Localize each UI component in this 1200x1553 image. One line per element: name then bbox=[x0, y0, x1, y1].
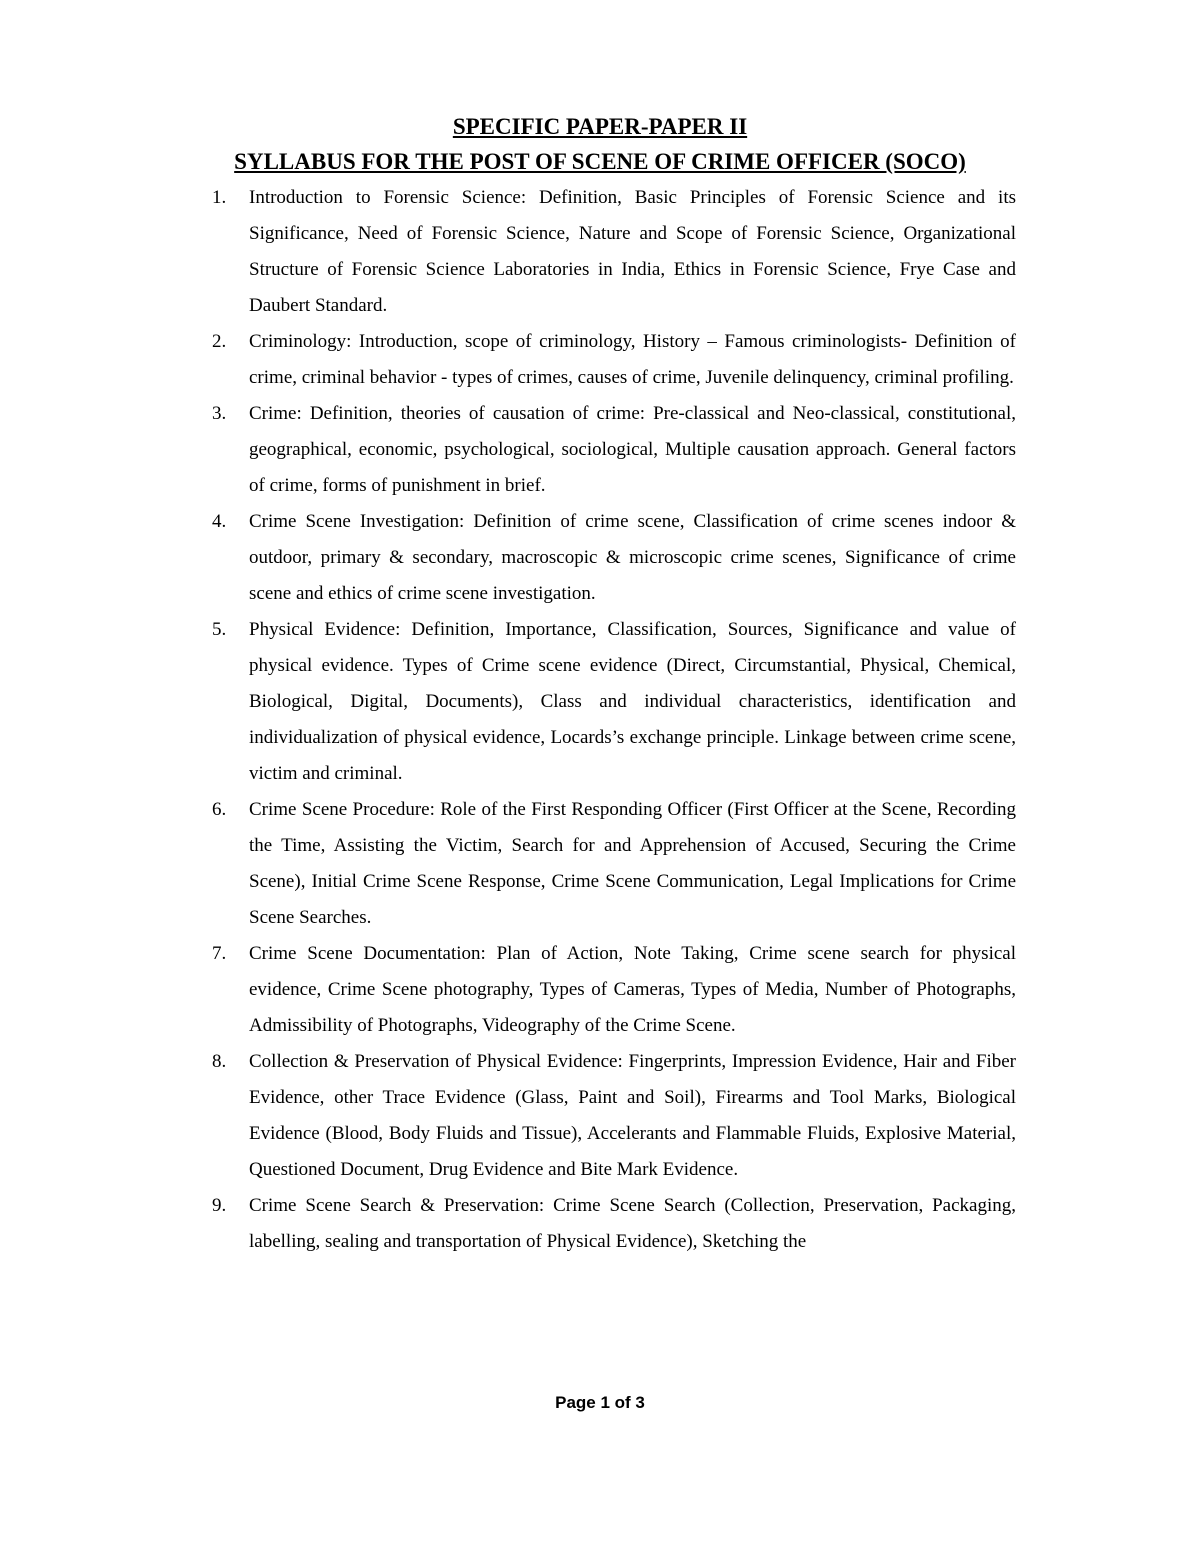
item-number: 4. bbox=[212, 511, 227, 532]
item-number: 9. bbox=[212, 1195, 227, 1216]
item-text: Crime Scene Procedure: Role of the First Responding Officer (First Officer at the Scene, Recording the Time, Assisting the Victim, Search for and Apprehension of Accused, Securing the Crime Scene), Initial Crime Scene Response, Crime Scene Communication, Legal Implications for Crime Scene Searches. bbox=[249, 799, 1016, 928]
syllabus-item bbox=[212, 396, 1016, 504]
item-text: Introduction to Forensic Science: Definition, Basic Principles of Forensic Science and its Significance, Need of Forensic Science, Nature and Scope of Forensic Science, Organizational Structure of Forensic Science Laboratories in India, Ethics in Forensic Science, Frye Case and Daubert Standard. bbox=[249, 187, 1016, 316]
item-text: Physical Evidence: Definition, Importance, Classification, Sources, Significance and value of physical evidence. Types of Crime scene evidence (Direct, Circumstantial, Physical, Chemical, Biological, Digital, Documents), Class and individual characteristics, identification and individualization of physical evidence, Locards’s exchange principle. Linkage between crime scene, victim and criminal. bbox=[249, 619, 1016, 784]
item-text: Crime Scene Search & Preservation: Crime Scene Search (Collection, Preservation, Packaging, labelling, sealing and transportation of Physical Evidence), Sketching the bbox=[249, 1195, 1016, 1252]
syllabus-item bbox=[212, 792, 1016, 936]
item-number: 7. bbox=[212, 943, 227, 964]
syllabus-item bbox=[212, 1044, 1016, 1188]
item-text: Crime: Definition, theories of causation of crime: Pre-classical and Neo-classical, constitutional, geographical, economic, psychological, sociological, Multiple causation approach. General factors of crime, forms of punishment in brief. bbox=[249, 403, 1016, 496]
syllabus-item bbox=[212, 1188, 1016, 1260]
item-number: 6. bbox=[212, 799, 227, 820]
item-number: 8. bbox=[212, 1051, 227, 1072]
syllabus-item bbox=[212, 612, 1016, 792]
syllabus-list bbox=[212, 180, 1016, 1260]
syllabus-item bbox=[212, 324, 1016, 396]
paper-title: SPECIFIC PAPER-PAPER II bbox=[452, 114, 748, 139]
syllabus-item bbox=[212, 504, 1016, 612]
syllabus-title: SYLLABUS FOR THE POST OF SCENE OF CRIME OFFICER (SOCO) bbox=[234, 149, 966, 174]
item-text: Crime Scene Documentation: Plan of Action, Note Taking, Crime scene search for physical evidence, Crime Scene photography, Types of Cameras, Types of Media, Number of Photographs, Admissibility of Photographs, Videography of the Crime Scene. bbox=[249, 943, 1016, 1036]
item-number: 2. bbox=[212, 331, 227, 352]
item-text: Crime Scene Investigation: Definition of crime scene, Classification of crime scenes indoor & outdoor, primary & secondary, macroscopic & microscopic crime scenes, Significance of crime scene and ethics of crime scene investigation. bbox=[249, 511, 1016, 604]
syllabus-item bbox=[212, 936, 1016, 1044]
item-number: 5. bbox=[212, 619, 227, 640]
item-number: 3. bbox=[212, 403, 227, 424]
page-number-footer: Page 1 of 3 bbox=[555, 1393, 645, 1412]
item-text: Criminology: Introduction, scope of criminology, History – Famous criminologists- Definition of crime, criminal behavior - types of crimes, causes of crime, Juvenile delinquency, criminal profiling. bbox=[249, 331, 1016, 388]
item-number: 1. bbox=[212, 187, 227, 208]
item-text: Collection & Preservation of Physical Evidence: Fingerprints, Impression Evidence, Hair and Fiber Evidence, other Trace Evidence (Glass, Paint and Soil), Firearms and Tool Marks, Biological Evidence (Blood, Body Fluids and Tissue), Accelerants and Flammable Fluids, Explosive Material, Questioned Document, Drug Evidence and Bite Mark Evidence. bbox=[249, 1051, 1016, 1180]
syllabus-item bbox=[212, 180, 1016, 324]
